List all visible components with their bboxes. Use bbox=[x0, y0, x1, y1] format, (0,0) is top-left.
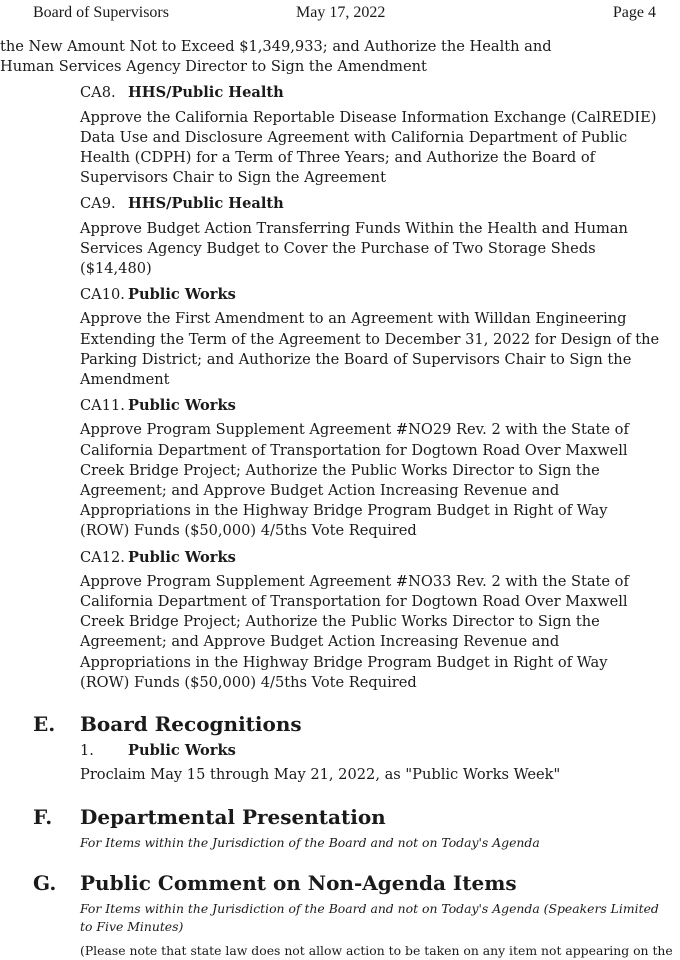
item-department: Public Works bbox=[128, 286, 236, 304]
item-id: CA10. bbox=[80, 286, 125, 304]
item-department: Public Works bbox=[128, 397, 236, 415]
item-description: Approve Budget Action Transferring Funds Within the Health and Human Services Agency Budget to Cover the Purchase of Two Storage Sheds ($14,480) bbox=[80, 219, 628, 278]
item-id: CA9. bbox=[80, 195, 116, 213]
section-board-recognitions bbox=[0, 711, 680, 785]
section-departmental-presentation bbox=[0, 804, 680, 852]
item-department: HHS/Public Health bbox=[128, 195, 284, 213]
agenda-item-ca11 bbox=[80, 396, 660, 541]
section-public-comment bbox=[0, 870, 680, 960]
section-letter: E. bbox=[33, 712, 56, 737]
item-id: CA8. bbox=[80, 84, 116, 102]
header-date: May 17, 2022 bbox=[296, 4, 386, 21]
item-id: CA12. bbox=[80, 548, 125, 566]
continuation-text: the New Amount Not to Exceed $1,349,933; and Authorize the Health and Human Services Agency Director to Sign the Amendment bbox=[0, 38, 552, 76]
agenda-content bbox=[0, 37, 680, 960]
header-page-number: Page 4 bbox=[612, 4, 656, 21]
section-note: For Items within the Jurisdiction of the Board and not on Today's Agenda (Speakers Limited to Five Minutes) bbox=[80, 900, 659, 934]
section-title: Public Comment on Non-Agenda Items bbox=[80, 870, 517, 895]
section-letter: F. bbox=[33, 804, 53, 829]
sub-item-department: Public Works bbox=[128, 742, 236, 760]
item-description: Approve Program Supplement Agreement #NO33 Rev. 2 with the State of California Department of Transportation for Dogtown Road Over Maxwell Creek Bridge Project; Authorize the Public Works Director to Sign the Agreement; and Approve Budget Action Increasing Revenue and Appropriations in the Highway Bridge Program Budget in Right of Way (ROW) Funds ($50,000) 4/5ths Vote Required bbox=[80, 572, 629, 691]
section-title: Departmental Presentation bbox=[80, 804, 386, 829]
item-department: HHS/Public Health bbox=[128, 84, 284, 102]
sub-item-description: Proclaim May 15 through May 21, 2022, as "Public Works Week" bbox=[80, 766, 561, 784]
item-description: Approve the First Amendment to an Agreement with Willdan Engineering Extending the Term of the Agreement to December 31, 2022 for Design of the Parking District; and Authorize the Board of Supervisors Chair to Sign the Amendment bbox=[80, 310, 660, 389]
section-letter: G. bbox=[33, 870, 57, 895]
item-id: CA11. bbox=[80, 397, 125, 415]
page-header bbox=[0, 4, 680, 24]
header-org: Board of Supervisors bbox=[33, 4, 169, 21]
item-description: Approve Program Supplement Agreement #NO29 Rev. 2 with the State of California Department of Transportation for Dogtown Road Over Maxwell Creek Bridge Project; Authorize the Public Works Director to Sign the Agreement; and Approve Budget Action Increasing Revenue and Appropriations in the Highway Bridge Program Budget in Right of Way (ROW) Funds ($50,000) 4/5ths Vote Required bbox=[80, 421, 629, 540]
agenda-item-ca9 bbox=[80, 194, 660, 279]
agenda-item-ca10 bbox=[80, 285, 660, 390]
section-title: Board Recognitions bbox=[80, 712, 302, 737]
agenda-item-ca8 bbox=[80, 83, 660, 188]
legal-disclaimer: (Please note that state law does not allow action to be taken on any item not appearing on the bbox=[80, 942, 673, 958]
item-description: Approve the California Reportable Disease Information Exchange (CalREDIE) Data Use and Disclosure Agreement with California Department of Public Health (CDPH) for a Term of Three Years; and Authorize the Board of Supervisors Chair to Sign the Agreement bbox=[80, 108, 657, 187]
section-note: For Items within the Jurisdiction of the Board and not on Today's Agenda bbox=[80, 834, 540, 850]
agenda-item-ca12 bbox=[80, 548, 660, 693]
item-department: Public Works bbox=[128, 548, 236, 566]
sub-item-number: 1. bbox=[80, 742, 94, 760]
